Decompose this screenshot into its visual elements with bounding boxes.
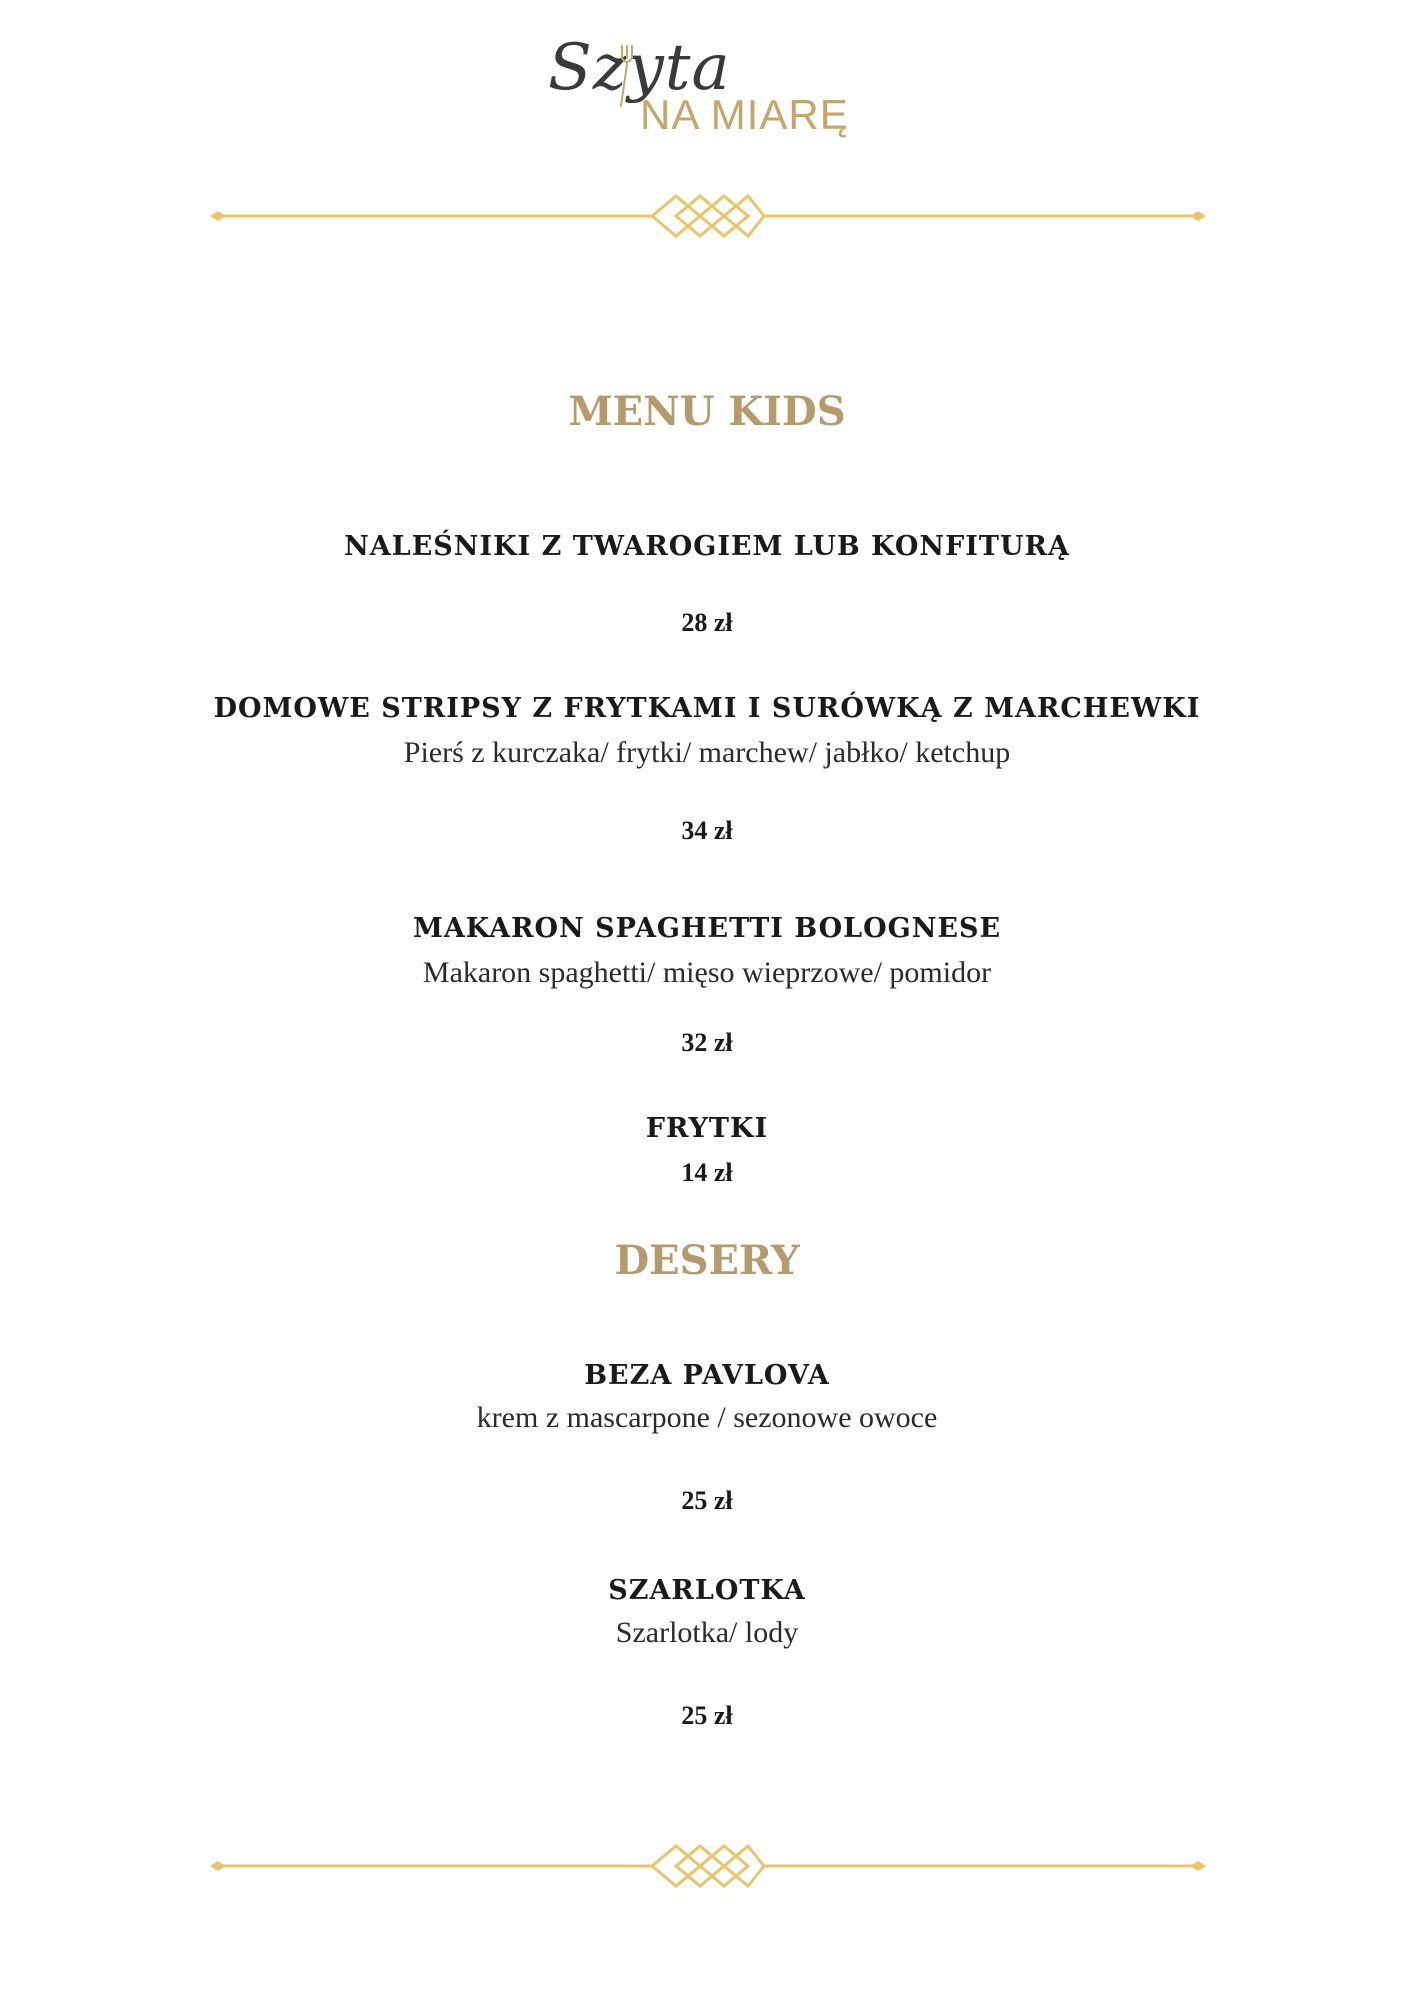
item-price-spaghetti: 32 zł [681,1028,733,1057]
item-desc-spaghetti: Makaron spaghetti/ mięso wieprzowe/ pomidor [422,956,992,989]
item-name-stripsy: DOMOWE STRIPSY Z FRYTKAMI I SURÓWKĄ Z MARCHEWKI [213,693,1201,724]
item-desc-stripsy: Pierś z kurczaka/ frytki/ marchew/ jabłko/ ketchup [403,736,1011,769]
section-title-menu-kids: MENU KIDS [568,388,846,435]
fork-icon [612,44,642,114]
item-name-spaghetti: MAKARON SPAGHETTI BOLOGNESE [412,913,1002,944]
item-name-frytki: FRYTKI [645,1113,769,1144]
item-name-nalesniki: NALEŚNIKI Z TWAROGIEM LUB KONFITURĄ [344,531,1070,562]
top-ornament-divider [210,186,1206,246]
item-desc-beza-pavlova: krem z mascarpone / sezonowe owoce [476,1401,938,1434]
item-price-beza-pavlova: 25 zł [681,1486,733,1515]
item-price-szarlotka: 25 zł [681,1701,733,1730]
section-title-desery: DESERY [614,1237,800,1284]
item-desc-szarlotka: Szarlotka/ lody [615,1616,799,1649]
item-price-nalesniki: 28 zł [681,608,733,637]
item-name-beza-pavlova: BEZA PAVLOVA [584,1360,830,1391]
item-price-frytki: 14 zł [681,1158,733,1187]
logo-caps-text: NA MIARĘ [640,91,849,138]
restaurant-logo [548,31,878,146]
item-price-stripsy: 34 zł [681,816,733,845]
bottom-ornament-divider [210,1836,1206,1896]
item-name-szarlotka: SZARLOTKA [608,1575,806,1606]
logo-script-text: Szyta [548,31,731,105]
